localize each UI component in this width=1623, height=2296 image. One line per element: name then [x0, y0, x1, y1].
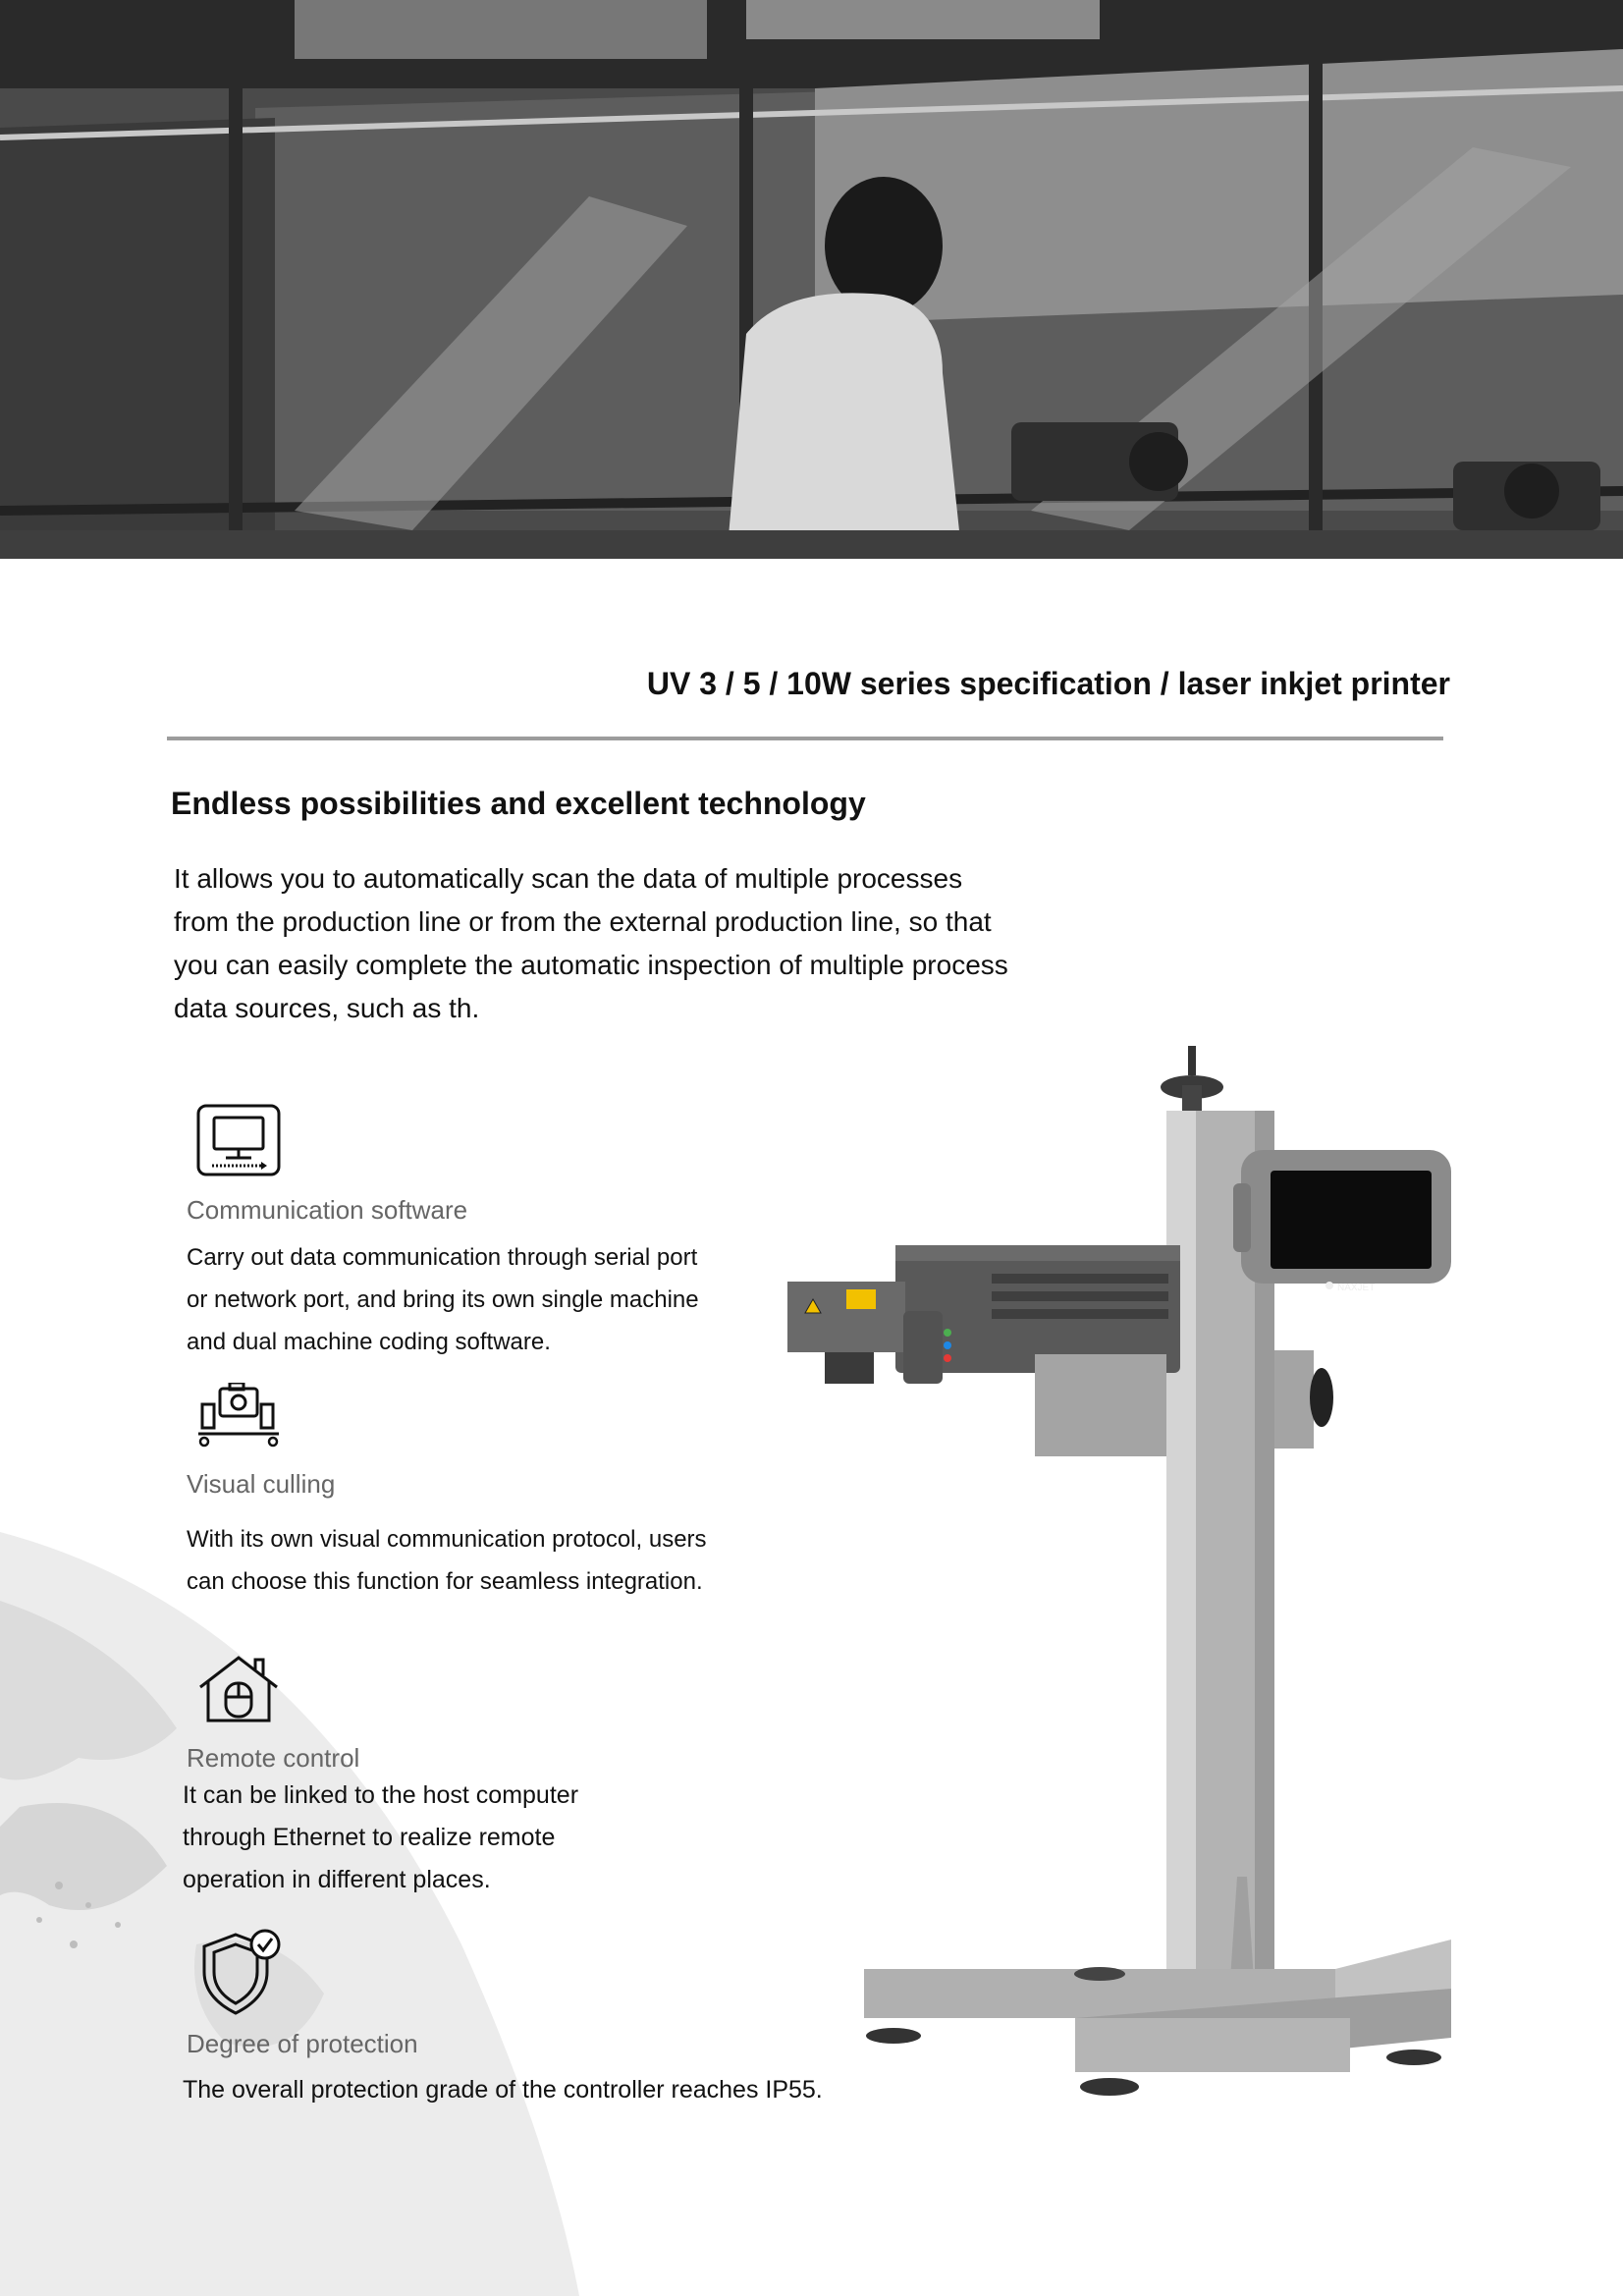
feature-desc-protection: The overall protection grade of the controller reaches IP55. — [183, 2076, 823, 2104]
feature-title-visual: Visual culling — [187, 1469, 336, 1499]
monitor-icon — [196, 1104, 283, 1176]
machine-brand-label: NAXJET — [1337, 1283, 1376, 1293]
intro-paragraph: It allows you to automatically scan the data of multiple processes from the production line or from the external production line, so that you can easily complete the automatic inspection of multiple process data sources, such as th. — [174, 863, 1008, 1023]
feature-desc-remote: It can be linked to the host computer through Ethernet to realize remote operation in different places. — [183, 1781, 579, 1893]
hero-factory-photo — [0, 0, 1623, 559]
spec-title: UV 3 / 5 / 10W series specification / laser inkjet printer — [646, 666, 1450, 701]
feature-title-communication: Communication software — [187, 1195, 468, 1225]
globe-decoration — [0, 1532, 628, 2296]
feature-title-protection: Degree of protection — [187, 2029, 418, 2058]
camera-conveyor-icon — [196, 1383, 281, 1448]
shield-check-icon — [196, 1927, 287, 2017]
feature-desc-visual: With its own visual communication protocol, users can choose this function for seamless integration. — [187, 1526, 707, 1595]
header-divider — [167, 737, 1443, 740]
section-heading: Endless possibilities and excellent technology — [171, 786, 866, 821]
feature-title-remote: Remote control — [187, 1743, 360, 1773]
feature-desc-communication: Carry out data communication through serial port or network port, and bring its own single machine and dual machine coding software. — [187, 1244, 699, 1355]
laser-printer-machine-image — [785, 1046, 1453, 2102]
house-mouse-icon — [196, 1654, 281, 1724]
